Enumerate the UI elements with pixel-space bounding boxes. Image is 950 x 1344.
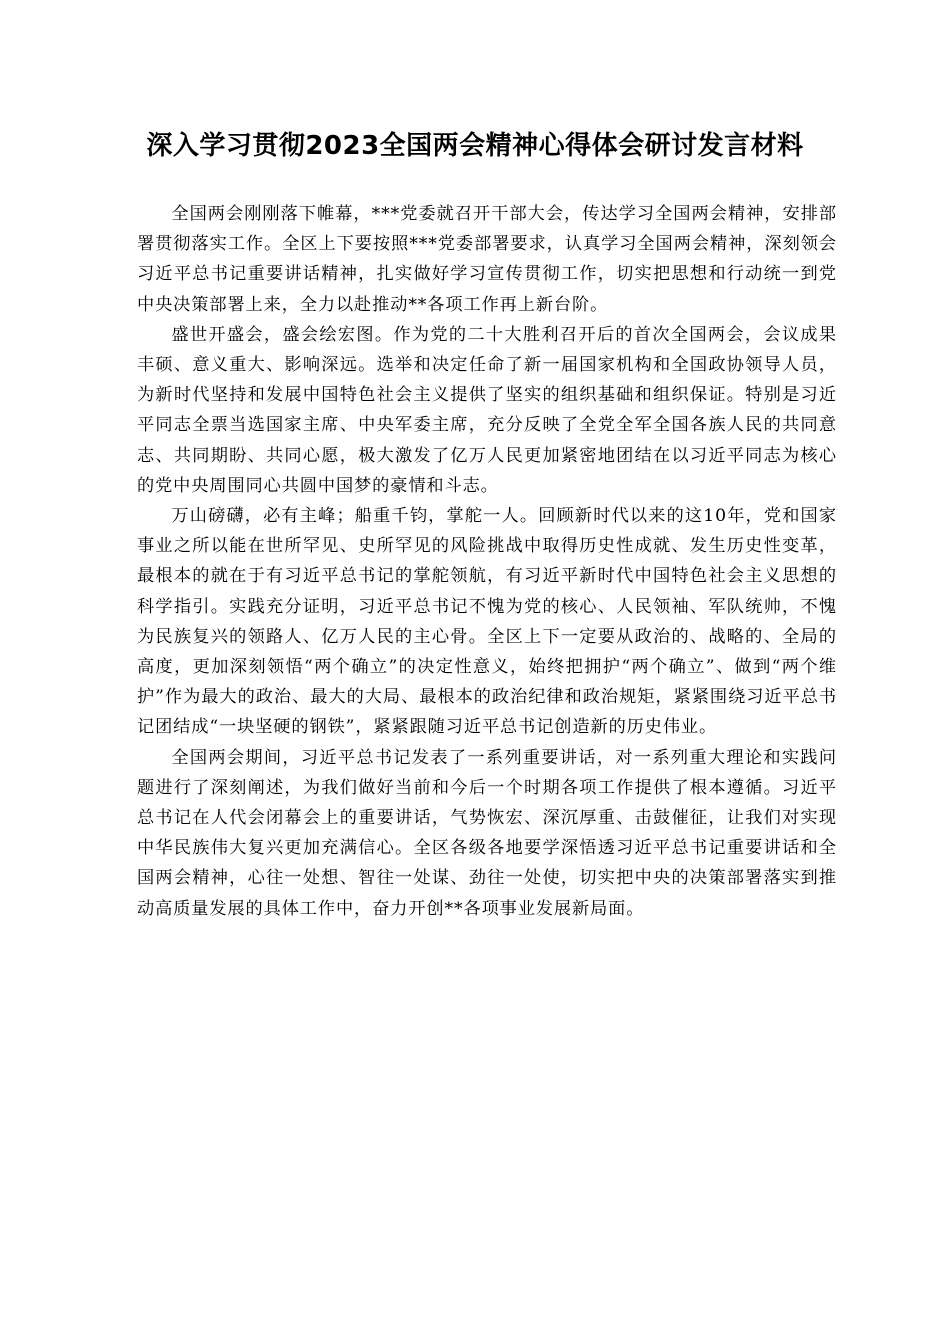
paragraph: 盛世开盛会，盛会绘宏图。作为党的二十大胜利召开后的首次全国两会，会议成果丰硕、意义重大、影响深远。选举和决定任命了新一届国家机构和全国政协领导人员，为新时代坚持和发展中国特色社会主义提供了坚实的组织基础和组织保证。特别是习近平同志全票当选国家主席、中央军委主席，充分反映了全党全军全国各族人民的共同意志、共同期盼、共同心愿，极大激发了亿万人民更加紧密地团结在以习近平同志为核心的党中央周围同心共圆中国梦的豪情和斗志。 (137, 324, 837, 496)
paragraph: 万山磅礴，必有主峰；船重千钧，掌舵一人。回顾新时代以来的这10年，党和国家事业之所以能在世所罕见、史所罕见的风险挑战中取得历史性成就、发生历史性变革，最根本的就在于有习近平总书记的掌舵领航，有习近平新时代中国特色社会主义思想的科学指引。实践充分证明，习近平总书记不愧为党的核心、人民领袖、军队统帅，不愧为民族复兴的领路人、亿万人民的主心骨。全区上下一定要从政治的、战略的、全局的高度，更加深刻领悟“两个确立”的决定性意义，始终把拥护“两个确立”、做到“两个维护”作为最大的政治、最大的大局、最根本的政治纪律和政治规矩，紧紧围绕习近平总书记团结成“一块坚硬的钢铁”，紧紧跟随习近平总书记创造新的历史伟业。 (137, 506, 837, 738)
document-title: 深入学习贯彻2023全国两会精神心得体会研讨发言材料 (146, 131, 804, 161)
document-body (137, 199, 837, 924)
paragraph: 全国两会期间，习近平总书记发表了一系列重要讲话，对一系列重大理论和实践问题进行了深刻阐述，为我们做好当前和今后一个时期各项工作提供了根本遵循。习近平总书记在人代会闭幕会上的重要讲话，气势恢宏、深沉厚重、击鼓催征，让我们对实现中华民族伟大复兴更加充满信心。全区各级各地要学深悟透习近平总书记重要讲话和全国两会精神，心往一处想、智往一处谋、劲往一处使，切实把中央的决策部署落实到推动高质量发展的具体工作中，奋力开创**各项事业发展新局面。 (137, 747, 837, 919)
paragraph: 全国两会刚刚落下帷幕，***党委就召开干部大会，传达学习全国两会精神，安排部署贯彻落实工作。全区上下要按照***党委部署要求，认真学习全国两会精神，深刻领会习近平总书记重要讲话精神，扎实做好学习宣传贯彻工作，切实把思想和行动统一到党中央决策部署上来，全力以赴推动**各项工作再上新台阶。 (137, 204, 837, 315)
